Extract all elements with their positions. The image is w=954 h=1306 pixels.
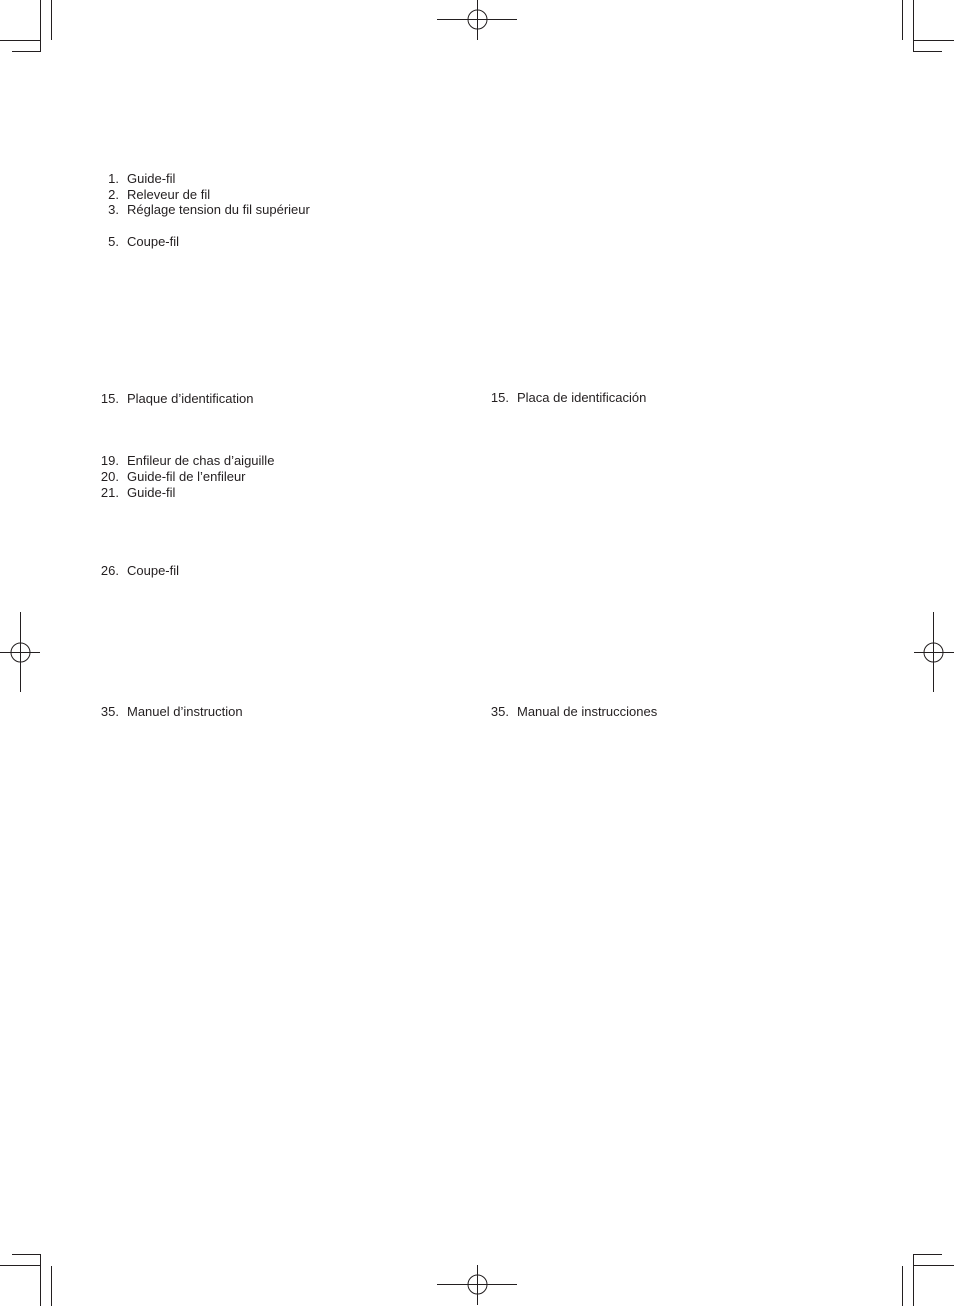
item-number: 20. (100, 469, 119, 484)
item-number: 19. (100, 453, 119, 468)
item-label: Placa de identificación (517, 390, 647, 405)
list-item-fr-21 (100, 485, 176, 501)
list-item-fr-26 (100, 563, 180, 579)
list-item-es-15 (490, 390, 647, 406)
list-item-fr-35 (100, 704, 243, 720)
item-label: Manual de instrucciones (517, 704, 658, 719)
list-item-es-35 (490, 704, 658, 720)
item-number: 15. (490, 390, 509, 405)
item-number: 35. (490, 704, 509, 719)
item-label: Plaque d’identification (127, 391, 254, 406)
list-item-fr-3 (108, 202, 310, 218)
list-item-fr-2 (108, 187, 211, 203)
item-label: Releveur de fil (127, 187, 211, 202)
item-number: 35. (100, 704, 119, 719)
item-label: Enfileur de chas d’aiguille (127, 453, 275, 468)
item-number: 5. (108, 234, 119, 249)
item-label: Guide-fil (127, 485, 176, 500)
item-label: Réglage tension du fil supérieur (127, 202, 310, 217)
item-number: 15. (100, 391, 119, 406)
item-number: 26. (100, 563, 119, 578)
item-number: 1. (108, 171, 119, 186)
list-item-fr-5 (108, 234, 180, 250)
item-number: 3. (108, 202, 119, 217)
item-number: 2. (108, 187, 119, 202)
item-label: Guide-fil de l’enfileur (127, 469, 246, 484)
list-item-fr-19 (100, 453, 275, 469)
list-item-fr-20 (100, 469, 246, 485)
item-label: Coupe-fil (127, 234, 180, 249)
item-label: Coupe-fil (127, 563, 180, 578)
item-label: Guide-fil (127, 171, 176, 186)
list-item-fr-1 (108, 171, 176, 187)
item-number: 21. (100, 485, 119, 500)
item-label: Manuel d’instruction (127, 704, 243, 719)
list-item-fr-15 (100, 391, 254, 407)
